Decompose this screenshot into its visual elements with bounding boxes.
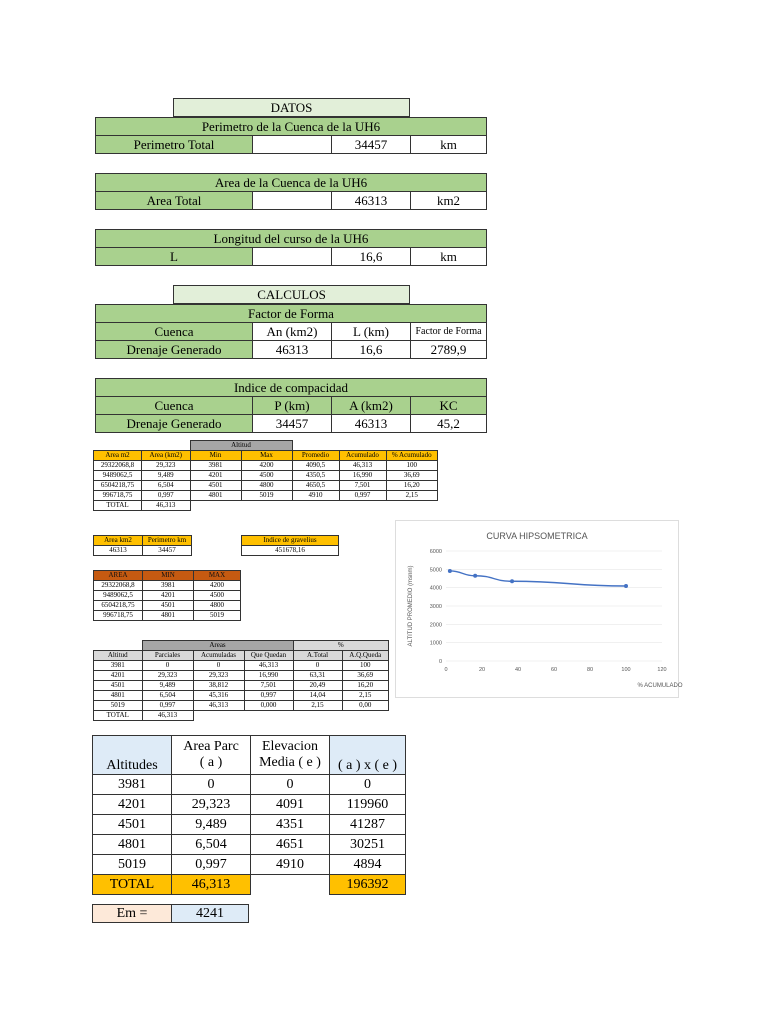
- altitud-cell: 4200: [241, 461, 292, 471]
- minmax-cell: 9489062,5: [94, 591, 143, 601]
- em-label: Em =: [93, 905, 172, 923]
- forma-row-0: Drenaje Generado: [96, 341, 253, 359]
- chart-point: [624, 584, 628, 588]
- datos-title: DATOS: [173, 98, 410, 117]
- areas-cell: 6,504: [142, 691, 193, 701]
- areas-cell: 16,990: [244, 671, 293, 681]
- table-row: [94, 481, 438, 491]
- compacidad-row-1: 34457: [253, 415, 332, 433]
- altitud-cell: 6,504: [142, 481, 191, 491]
- elev-cell: 9,489: [172, 815, 251, 835]
- areas-cell: 3981: [94, 661, 143, 671]
- area-label: Area Total: [96, 192, 253, 210]
- elev-col-product: [330, 736, 406, 775]
- areas-cell: 0: [193, 661, 244, 671]
- altitud-spacer: [386, 441, 438, 451]
- elev-cell: 29,323: [172, 795, 251, 815]
- perimetro-table: [95, 117, 487, 154]
- minmax-col: AREA: [94, 571, 143, 581]
- areas-cell: 0,997: [142, 701, 193, 711]
- small-info-col: Perimetro km: [143, 536, 192, 546]
- elev-total-area: 46,313: [172, 875, 251, 895]
- table-row: [94, 591, 241, 601]
- altitud-cell: 4501: [190, 481, 241, 491]
- chart-ytick-label: 3000: [429, 604, 442, 610]
- compacidad-row-3: 45,2: [411, 415, 487, 433]
- table-row: [94, 611, 241, 621]
- chart-series: [448, 569, 628, 588]
- table-row: [94, 661, 389, 671]
- minmax-col: MAX: [194, 571, 241, 581]
- chart-point: [510, 579, 514, 583]
- chart-xlabel: % ACUMULADO: [637, 683, 683, 689]
- altitud-spacer: [190, 501, 438, 511]
- altitud-group-header: Altitud: [190, 441, 292, 451]
- em-table: [92, 904, 249, 923]
- areas-col: Que Quedan: [244, 651, 293, 661]
- compacidad-col-2: A (km2): [332, 397, 411, 415]
- area-empty: [253, 192, 332, 210]
- areas-cell: 4801: [94, 691, 143, 701]
- elev-col-altitudes: [93, 736, 172, 775]
- elev-total-product: 196392: [330, 875, 406, 895]
- compacidad-row-2: 46313: [332, 415, 411, 433]
- elev-cell: 0,997: [172, 855, 251, 875]
- small-info-cell: 34457: [143, 546, 192, 556]
- elevation-table: [92, 735, 406, 895]
- chart-ytick-label: 5000: [429, 567, 442, 574]
- areas-cell: 63,31: [293, 671, 342, 681]
- chart-series-line: [450, 571, 626, 586]
- altitud-cell: 4090,5: [292, 461, 339, 471]
- chart-xtick-label: 20: [478, 667, 486, 673]
- area-unit: km2: [411, 192, 487, 210]
- table-row: [94, 491, 438, 501]
- elev-col-text: Altitudes: [106, 758, 158, 773]
- elev-cell: 41287: [330, 815, 406, 835]
- elev-cell: 0: [172, 775, 251, 795]
- elev-cell: 4801: [93, 835, 172, 855]
- areas-col: Parciales: [142, 651, 193, 661]
- chart-xtick-label: 40: [514, 667, 522, 673]
- areas-cell: 16,20: [342, 681, 389, 691]
- forma-col-3: Factor de Forma: [411, 323, 487, 341]
- elev-spacer: [251, 875, 330, 895]
- areas-total-label: TOTAL: [94, 711, 143, 721]
- elev-total-label: TOTAL: [93, 875, 172, 895]
- areas-cell: 29,323: [142, 671, 193, 681]
- longitud-empty: [253, 248, 332, 266]
- minmax-cell: 4801: [143, 611, 194, 621]
- elev-cell: 0: [330, 775, 406, 795]
- areas-cell: 7,501: [244, 681, 293, 691]
- altitud-cell: 16,990: [339, 471, 386, 481]
- altitud-cell: 29322068,8: [94, 461, 142, 471]
- altitud-cell: 4500: [241, 471, 292, 481]
- areas-cell: 2,15: [342, 691, 389, 701]
- elev-cell: 4501: [93, 815, 172, 835]
- table-row: [94, 601, 241, 611]
- factor-forma-header: Factor de Forma: [96, 305, 487, 323]
- perimetro-empty: [253, 136, 332, 154]
- areas-cell: 38,812: [193, 681, 244, 691]
- compacidad-col-3: KC: [411, 397, 487, 415]
- chart-ytick-label: 4000: [429, 585, 442, 592]
- minmax-cell: 4200: [194, 581, 241, 591]
- areas-cell: 0,997: [244, 691, 293, 701]
- small-info-col: Area km2: [94, 536, 143, 546]
- altitud-col: Area (km2): [142, 451, 191, 461]
- altitud-spacer: [142, 441, 191, 451]
- longitud-label: L: [96, 248, 253, 266]
- area-header: Area de la Cuenca de la UH6: [96, 174, 487, 192]
- minmax-cell: 996718,75: [94, 611, 143, 621]
- areas-cell: 29,323: [193, 671, 244, 681]
- elev-col-text: Elevacion: [262, 739, 318, 754]
- longitud-unit: km: [411, 248, 487, 266]
- chart-ytick-label: 1000: [429, 640, 442, 647]
- areas-cell: 0,000: [244, 701, 293, 711]
- chart-title: CURVA HIPSOMETRICA: [486, 531, 588, 541]
- altitud-total-label: TOTAL: [94, 501, 142, 511]
- calculos-title: CALCULOS: [173, 285, 410, 304]
- altitud-cell: 100: [386, 461, 438, 471]
- altitud-cell: 36,69: [386, 471, 438, 481]
- altitud-cell: 0,997: [339, 491, 386, 501]
- longitud-header: Longitud del curso de la UH6: [96, 230, 487, 248]
- perimetro-value: 34457: [332, 136, 411, 154]
- altitud-cell: 996718,75: [94, 491, 142, 501]
- altitud-spacer: [292, 441, 339, 451]
- areas-spacer: [94, 641, 143, 651]
- compacidad-table: [95, 378, 487, 433]
- altitud-col: Min: [190, 451, 241, 461]
- elev-cell: 4201: [93, 795, 172, 815]
- perimetro-unit: km: [411, 136, 487, 154]
- areas-cell: 5019: [94, 701, 143, 711]
- chart-grid: [446, 551, 662, 661]
- area-perimetro-table: [93, 535, 192, 556]
- areas-cell: 9,489: [142, 681, 193, 691]
- longitud-value: 16,6: [332, 248, 411, 266]
- elev-cell: 0: [251, 775, 330, 795]
- table-row: [94, 691, 389, 701]
- chart-xtick-label: 60: [550, 667, 558, 673]
- altitud-spacer: [94, 441, 142, 451]
- altitud-table: [93, 440, 438, 511]
- chart-xtick-label: 0: [444, 667, 448, 673]
- elev-cell: 5019: [93, 855, 172, 875]
- elev-cell: 30251: [330, 835, 406, 855]
- forma-col-2: L (km): [332, 323, 411, 341]
- forma-row-3: 2789,9: [411, 341, 487, 359]
- areas-cell: 4501: [94, 681, 143, 691]
- altitud-cell: 29,323: [142, 461, 191, 471]
- factor-forma-table: [95, 304, 487, 359]
- chart-xtick-label: 120: [657, 667, 667, 673]
- areas-cell: 45,316: [193, 691, 244, 701]
- elev-cell: 4894: [330, 855, 406, 875]
- table-row: [94, 471, 438, 481]
- em-value: 4241: [172, 905, 249, 923]
- altitud-col: Area m2: [94, 451, 142, 461]
- altitud-cell: 4910: [292, 491, 339, 501]
- chart-ytick-label: 6000: [429, 549, 442, 555]
- areas-cell: 0: [293, 661, 342, 671]
- minmax-table: [93, 570, 241, 621]
- areas-group2-header: %: [293, 641, 389, 651]
- small-info-cell: 46313: [94, 546, 143, 556]
- areas-cell: 100: [342, 661, 389, 671]
- table-row: [94, 461, 438, 471]
- altitud-cell: 4350,5: [292, 471, 339, 481]
- areas-col: Altitud: [94, 651, 143, 661]
- minmax-cell: 4501: [143, 601, 194, 611]
- elev-col-area: [172, 736, 251, 775]
- forma-col-0: Cuenca: [96, 323, 253, 341]
- chart-ytick-label: 2000: [429, 622, 442, 629]
- gravelius-label: Indice de gravelius: [242, 536, 339, 546]
- altitud-cell: 4801: [190, 491, 241, 501]
- forma-col-1: An (km2): [253, 323, 332, 341]
- areas-cell: 20,49: [293, 681, 342, 691]
- area-table: [95, 173, 487, 210]
- areas-cell: 0: [142, 661, 193, 671]
- areas-cell: 2,15: [293, 701, 342, 711]
- elev-col-text: Media ( e ): [259, 755, 321, 770]
- altitud-cell: 46,313: [339, 461, 386, 471]
- altitud-cell: 4800: [241, 481, 292, 491]
- table-row: [93, 855, 406, 875]
- minmax-col: MIN: [143, 571, 194, 581]
- table-row: [94, 581, 241, 591]
- areas-cell: 14,04: [293, 691, 342, 701]
- elev-cell: 6,504: [172, 835, 251, 855]
- elev-col-text: ( a ) x ( e ): [337, 758, 398, 773]
- minmax-cell: 5019: [194, 611, 241, 621]
- chart-point: [448, 569, 452, 573]
- altitud-cell: 4201: [190, 471, 241, 481]
- areas-spacer: [193, 711, 389, 721]
- chart-xtick-label: 100: [621, 667, 631, 673]
- table-row: [94, 681, 389, 691]
- hipsometric-chart: [395, 520, 683, 698]
- perimetro-header: Perimetro de la Cuenca de la UH6: [96, 118, 487, 136]
- areas-total-value: 46,313: [142, 711, 193, 721]
- longitud-table: [95, 229, 487, 266]
- areas-cell: 0,00: [342, 701, 389, 711]
- areas-col: A.Total: [293, 651, 342, 661]
- minmax-cell: 29322068,8: [94, 581, 143, 591]
- elev-cell: 3981: [93, 775, 172, 795]
- elev-cell: 4351: [251, 815, 330, 835]
- table-row: [94, 671, 389, 681]
- elev-col-elevacion: [251, 736, 330, 775]
- altitud-spacer: [339, 441, 386, 451]
- areas-cell: 46,313: [193, 701, 244, 711]
- compacidad-col-1: P (km): [253, 397, 332, 415]
- elev-cell: 119960: [330, 795, 406, 815]
- altitud-cell: 3981: [190, 461, 241, 471]
- table-row: [93, 775, 406, 795]
- table-row: [93, 815, 406, 835]
- elev-col-text: Area Parc: [183, 739, 239, 754]
- gravelius-value: 451678,16: [242, 546, 339, 556]
- altitud-cell: 5019: [241, 491, 292, 501]
- elev-cell: 4651: [251, 835, 330, 855]
- areas-cell: 46,313: [244, 661, 293, 671]
- altitud-cell: 2,15: [386, 491, 438, 501]
- altitud-cell: 4650,5: [292, 481, 339, 491]
- gravelius-table: [241, 535, 339, 556]
- compacidad-header: Indice de compacidad: [96, 379, 487, 397]
- chart-ylabel: ALTITUD PROMEDIO (msnm): [408, 565, 414, 647]
- area-value: 46313: [332, 192, 411, 210]
- areas-table: [93, 640, 389, 721]
- areas-group1-header: Areas: [142, 641, 293, 651]
- chart-ticks: [430, 549, 667, 673]
- table-row: [93, 835, 406, 855]
- altitud-total-value: 46,313: [142, 501, 191, 511]
- table-row: [93, 795, 406, 815]
- minmax-cell: 3981: [143, 581, 194, 591]
- altitud-col: Acumulado: [339, 451, 386, 461]
- chart-xtick-label: 80: [586, 667, 594, 673]
- altitud-col: Promedio: [292, 451, 339, 461]
- areas-cell: 36,69: [342, 671, 389, 681]
- perimetro-label: Perimetro Total: [96, 136, 253, 154]
- minmax-cell: 4800: [194, 601, 241, 611]
- areas-cell: 4201: [94, 671, 143, 681]
- altitud-cell: 7,501: [339, 481, 386, 491]
- altitud-cell: 9489062,5: [94, 471, 142, 481]
- areas-col: A.Q.Queda: [342, 651, 389, 661]
- minmax-cell: 6504218,75: [94, 601, 143, 611]
- compacidad-col-0: Cuenca: [96, 397, 253, 415]
- altitud-cell: 6504218,75: [94, 481, 142, 491]
- elev-col-text: ( a ): [199, 755, 223, 770]
- compacidad-row-0: Drenaje Generado: [96, 415, 253, 433]
- forma-row-1: 46313: [253, 341, 332, 359]
- altitud-cell: 16,20: [386, 481, 438, 491]
- minmax-cell: 4500: [194, 591, 241, 601]
- altitud-cell: 0,997: [142, 491, 191, 501]
- elev-cell: 4091: [251, 795, 330, 815]
- hipsometric-chart-svg: [396, 521, 683, 697]
- altitud-col: Max: [241, 451, 292, 461]
- table-row: [94, 701, 389, 711]
- forma-row-2: 16,6: [332, 341, 411, 359]
- altitud-col: % Acumulado: [386, 451, 438, 461]
- chart-point: [473, 574, 477, 578]
- areas-col: Acumuladas: [193, 651, 244, 661]
- altitud-cell: 9,489: [142, 471, 191, 481]
- chart-ytick-label: 0: [438, 659, 442, 665]
- minmax-cell: 4201: [143, 591, 194, 601]
- elev-cell: 4910: [251, 855, 330, 875]
